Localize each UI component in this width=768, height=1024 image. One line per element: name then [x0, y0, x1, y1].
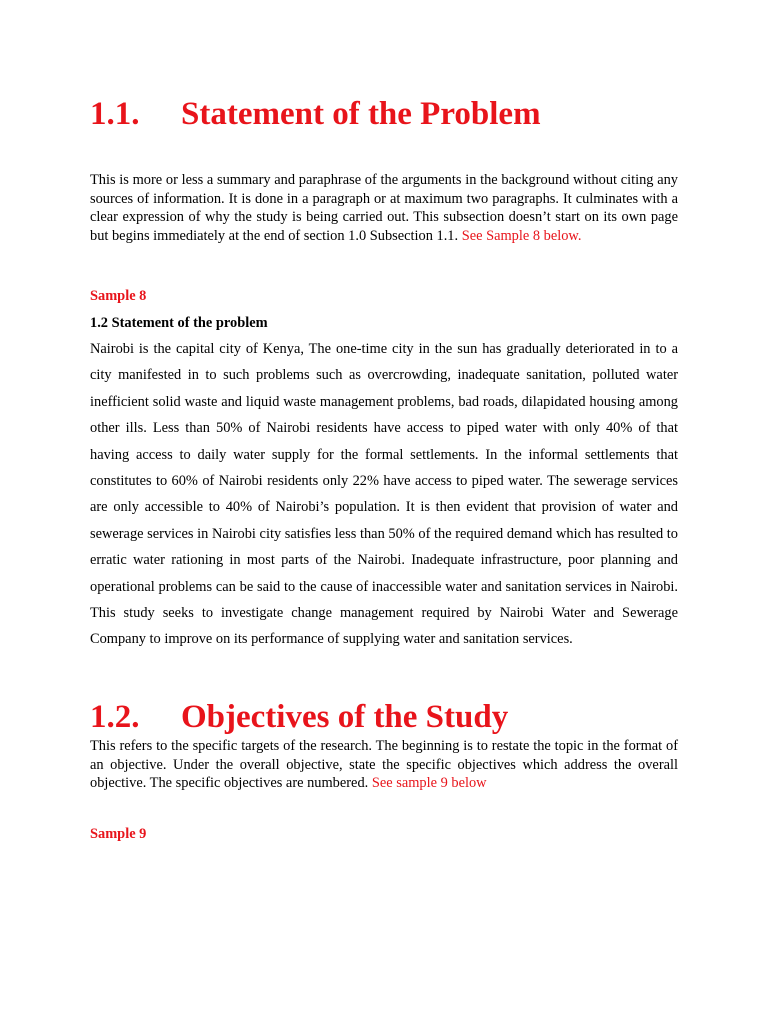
section-heading-statement-of-problem [90, 94, 541, 134]
see-sample-8-link[interactable]: See Sample 8 below. [461, 227, 582, 244]
statement-intro-text: This is more or less a summary and paraphrase of the arguments in the background without citing any sources of information. It is done in a paragraph or at maximum two paragraphs. It culminates with a clear expression of why the study is being carried out. This subsection doesn’t start on its own page but begins immediately at the end of section 1.0 Subsection 1.1. [90, 172, 678, 244]
statement-intro-paragraph [90, 171, 678, 245]
objectives-intro-text: This refers to the specific targets of the research. The beginning is to restate the topic in the format of an objective. Under the overall objective, state the specific objectives which address the overall objective. The specific objectives are numbered. [90, 738, 678, 791]
sample-9-label: Sample 9 [90, 826, 147, 842]
section-title: Objectives of the Study [181, 699, 509, 735]
section-title: Statement of the Problem [181, 96, 541, 132]
section-heading-objectives [90, 697, 508, 737]
sample-8-label: Sample 8 [90, 288, 147, 304]
section-number: 1.1. [90, 96, 140, 132]
sample-8-paragraph: Nairobi is the capital city of Kenya, The one-time city in the sun has gradually deteriorated in to a city manifested in to such problems such as overcrowding, inadequate sanitation, polluted water inefficient solid waste and liquid waste management problems, bad roads, dilapidated housing among other ills. Less than 50% of Nairobi residents have access to piped water with only 40% of that having access to daily water supply for the formal settlements. In the informal settlements that constitutes to 60% of Nairobi residents only 22% have access to piped water. The sewerage services are only accessible to 40% of Nairobi’s population. It is then evident that provision of water and sewerage services in Nairobi city satisfies less than 50% of the required demand which has resulted to erratic water rationing in most parts of the Nairobi. Inadequate infrastructure, poor planning and operational problems can be said to the cause of inaccessible water and sanitation services in Nairobi. This study seeks to investigate change management required by Nairobi Water and Sewerage Company to improve on its performance of supplying water and sanitation services. [90, 341, 678, 648]
section-number: 1.2. [90, 699, 140, 735]
objectives-intro-paragraph [90, 737, 678, 793]
see-sample-9-link[interactable]: See sample 9 below [371, 775, 487, 791]
sample-8-subheading: 1.2 Statement of the problem [90, 315, 268, 331]
